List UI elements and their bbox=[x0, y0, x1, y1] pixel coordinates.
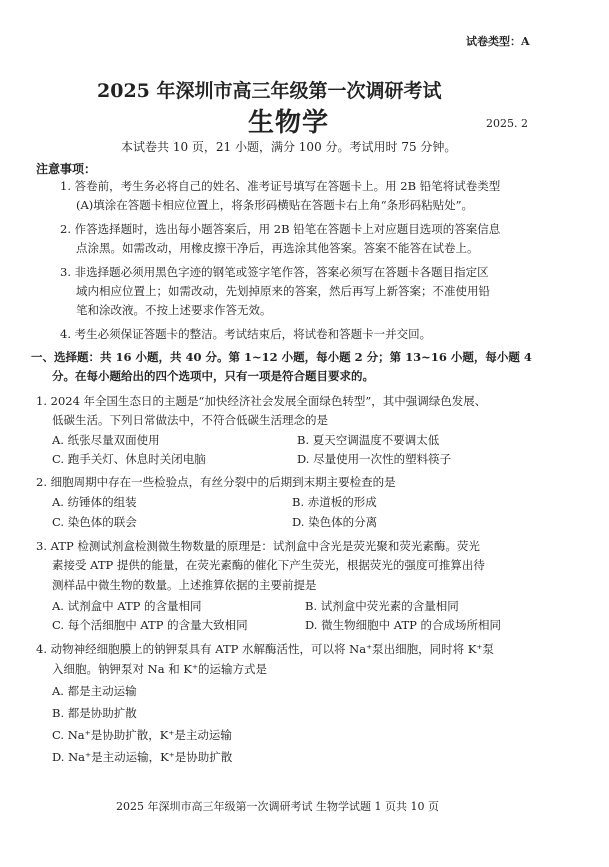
q3-option-a: A. 试剂盒中 ATP 的含量相同 bbox=[52, 599, 202, 613]
note-3-line-2: 域内相应位置上；如需改动，先划掉原来的答案，然后再写上新答案；不准使用铅 bbox=[76, 284, 490, 298]
note-2-line-1: 2. 作答选择题时，选出每小题答案后，用 2B 铅笔在答题卡上对应题目选项的答案信息 bbox=[60, 222, 501, 236]
notes-heading: 注意事项： bbox=[36, 162, 97, 176]
q4-stem-line-2: 入细胞。钠钾泵对 Na 和 K⁺的运输方式是 bbox=[52, 662, 268, 676]
q3-stem-line-2: 素接受 ATP 提供的能量，在荧光素酶的催化下产生荧光，根据荧光的强度可推算出待 bbox=[52, 558, 485, 572]
q2-option-c: C. 染色体的联会 bbox=[52, 515, 137, 529]
subject-title: 生物学 bbox=[248, 108, 330, 138]
q4-option-d: D. Na⁺是主动运输，K⁺是协助扩散 bbox=[52, 750, 233, 764]
q1-option-b: B. 夏天空调温度不要调太低 bbox=[297, 433, 440, 447]
q2-option-d: D. 染色体的分离 bbox=[292, 515, 378, 529]
q4-option-b: B. 都是协助扩散 bbox=[52, 706, 137, 720]
q2-option-a: A. 纺锤体的组装 bbox=[52, 495, 137, 509]
q1-stem-line-1: 1. 2024 年全国生态日的主题是“加快经济社会发展全面绿色转型”，其中强调绿色发展、 bbox=[36, 394, 487, 408]
q3-option-d: D. 微生物细胞中 ATP 的合成场所相同 bbox=[305, 618, 502, 632]
q3-stem-line-3: 测样品中微生物的数量。上述推算依据的主要前提是 bbox=[52, 578, 317, 592]
exam-date: 2025. 2 bbox=[486, 117, 528, 130]
q1-stem-line-2: 低碳生活。下列日常做法中，不符合低碳生活理念的是 bbox=[52, 413, 328, 427]
q3-stem-line-1: 3. ATP 检测试剂盒检测微生物数量的原理是：试剂盒中含光是荧光聚和荧光素酶。荧光 bbox=[36, 539, 480, 553]
note-2-line-2: 点涂黑。如需改动，用橡皮擦干净后，再选涂其他答案。答案不能答在试卷上。 bbox=[76, 241, 479, 255]
q3-option-c: C. 每个活细胞中 ATP 的含量大致相同 bbox=[52, 618, 248, 632]
paper-type: 试卷类型：A bbox=[466, 35, 530, 48]
section-1-instructions: 分。在每小题给出的四个选项中，只有一项是符合题目要求的。 bbox=[52, 369, 374, 383]
q4-option-a: A. 都是主动运输 bbox=[52, 684, 137, 698]
note-3-line-3: 笔和涂改液。不按上述要求作答无效。 bbox=[76, 303, 272, 317]
note-4-line-1: 4. 考生必须保证答题卡的整洁。考试结束后，将试卷和答题卡一并交回。 bbox=[60, 327, 432, 341]
exam-info: 本试卷共 10 页，21 小题，满分 100 分。考试用时 75 分钟。 bbox=[121, 140, 457, 154]
section-1-heading: 一、选择题：共 16 小题，共 40 分。第 1~12 小题，每小题 2 分；第 13~16 小题，每小题 4 bbox=[31, 350, 532, 364]
q1-option-c: C. 跑手关灯、休息时关闭电脑 bbox=[52, 452, 206, 466]
note-3-line-1: 3. 非选择题必须用黑色字迹的钢笔或签字笔作答，答案必须写在答题卡各题目指定区 bbox=[60, 265, 489, 279]
q2-stem-line-1: 2. 细胞周期中存在一些检验点，有丝分裂中的后期到末期主要检查的是 bbox=[36, 475, 396, 489]
q1-option-a: A. 纸张尽量双面使用 bbox=[52, 433, 160, 447]
q2-option-b: B. 赤道板的形成 bbox=[292, 495, 377, 509]
q1-option-d: D. 尽量使用一次性的塑料筷子 bbox=[297, 452, 452, 466]
page-footer: 2025 年深圳市高三年级第一次调研考试 生物学试题 1 页共 10 页 bbox=[116, 800, 439, 813]
exam-title: 2025 年深圳市高三年级第一次调研考试 bbox=[97, 80, 442, 102]
q4-option-c: C. Na⁺是协助扩散，K⁺是主动运输 bbox=[52, 728, 232, 742]
q4-stem-line-1: 4. 动物神经细胞膜上的钠钾泵具有 ATP 水解酶活性，可以将 Na⁺泵出细胞，同时将 K⁺泵 bbox=[36, 642, 494, 656]
note-1-line-1: 1. 答卷前，考生务必将自己的姓名、准考证号填写在答题卡上。用 2B 铅笔将试卷类型 bbox=[60, 179, 501, 193]
note-1-line-2: (A)填涂在答题卡相应位置上，将条形码横贴在答题卡右上角“条形码粘贴处”。 bbox=[76, 198, 474, 212]
q3-option-b: B. 试剂盒中荧光素的含量相同 bbox=[305, 599, 459, 613]
